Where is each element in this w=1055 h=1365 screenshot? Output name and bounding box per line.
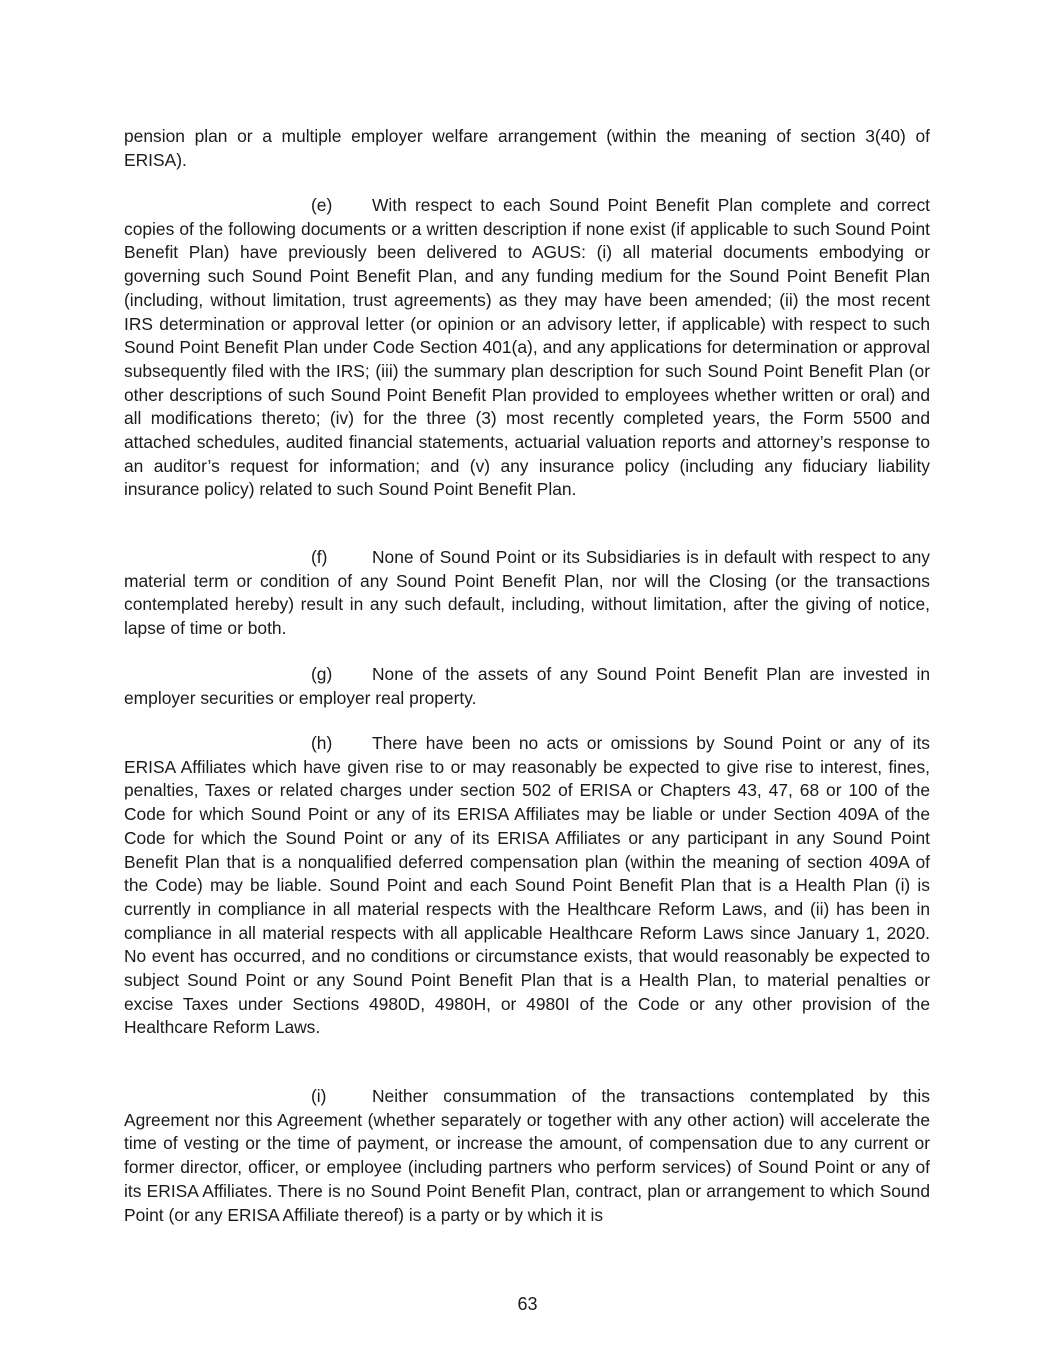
paragraph-label: (f) [311,547,328,567]
paragraph-label: (i) [311,1086,327,1106]
paragraph-i [124,1085,930,1227]
paragraph-text: None of the assets of any Sound Point Benefit Plan are invested in employer securities or employer real property. [124,664,930,708]
paragraph-h [124,732,930,1040]
paragraph-label: (h) [311,733,333,753]
paragraph-g [124,663,930,710]
paragraph-label: (g) [311,664,333,684]
paragraph-text: None of Sound Point or its Subsidiaries is in default with respect to any material term or condition of any Sound Point Benefit Plan, nor will the Closing (or the transactions contemplated hereby) result in any such default, including, without limitation, after the giving of notice, lapse of time or both. [124,547,930,639]
paragraph-text: Neither consummation of the transactions contemplated by this Agreement nor this Agreement (whether separately or together with any other action) will accelerate the time of vesting or the time of payment, or increase the amount, of compensation due to any current or former director, officer, or employee (including partners who perform services) of Sound Point or any of its ERISA Affiliates. There is no Sound Point Benefit Plan, contract, plan or arrangement to which Sound Point (or any ERISA Affiliate thereof) is a party or by which it is [124,1086,930,1225]
paragraph-text: pension plan or a multiple employer welfare arrangement (within the meaning of section 3(40) of ERISA). [124,126,930,170]
page-number: 63 [517,1294,538,1314]
paragraph-e [124,194,930,502]
paragraph-continuation [124,125,930,172]
paragraph-text: With respect to each Sound Point Benefit Plan complete and correct copies of the following documents or a written description if none exist (if applicable to such Sound Point Benefit Plan) have previously been delivered to AGUS: (i) all material documents embodying or governing such Sound Point Benefit Plan, and any funding medium for the Sound Point Benefit Plan (including, without limitation, trust agreements) as they may have been amended; (ii) the most recent IRS determination or approval letter (or opinion or an advisory letter, if applicable) with respect to such Sound Point Benefit Plan under Code Section 401(a), and any applications for determination or approval subsequently filed with the IRS; (iii) the summary plan description for such Sound Point Benefit Plan (or other descriptions of such Sound Point Benefit Plan provided to employees whether written or oral) and all modifications thereto; (iv) for the three (3) most recently completed years, the Form 5500 and attached schedules, audited financial statements, actuarial valuation reports and attorney’s response to an auditor’s request for information; and (v) any insurance policy (including any fiduciary liability insurance policy) related to such Sound Point Benefit Plan. [124,195,930,500]
paragraph-label: (e) [311,195,333,215]
paragraph-text: There have been no acts or omissions by Sound Point or any of its ERISA Affiliates which have given rise to or may reasonably be expected to give rise to interest, fines, penalties, Taxes or related charges under section 502 of ERISA or Chapters 43, 47, 68 or 100 of the Code for which Sound Point or any of its ERISA Affiliates may be liable or under Section 409A of the Code for which the Sound Point or any of its ERISA Affiliates or any participant in any Sound Point Benefit Plan that is a nonqualified deferred compensation plan (within the meaning of section 409A of the Code) may be liable. Sound Point and each Sound Point Benefit Plan that is a Health Plan (i) is currently in compliance in all material respects with the Healthcare Reform Laws, and (ii) has been in compliance in all material respects with all applicable Healthcare Reform Laws since January 1, 2020. No event has occurred, and no conditions or circumstance exists, that would reasonably be expected to subject Sound Point or any Sound Point Benefit Plan that is a Health Plan, to material penalties or excise Taxes under Sections 4980D, 4980H, or 4980I of the Code or any other provision of the Healthcare Reform Laws. [124,733,930,1038]
paragraph-f [124,546,930,641]
